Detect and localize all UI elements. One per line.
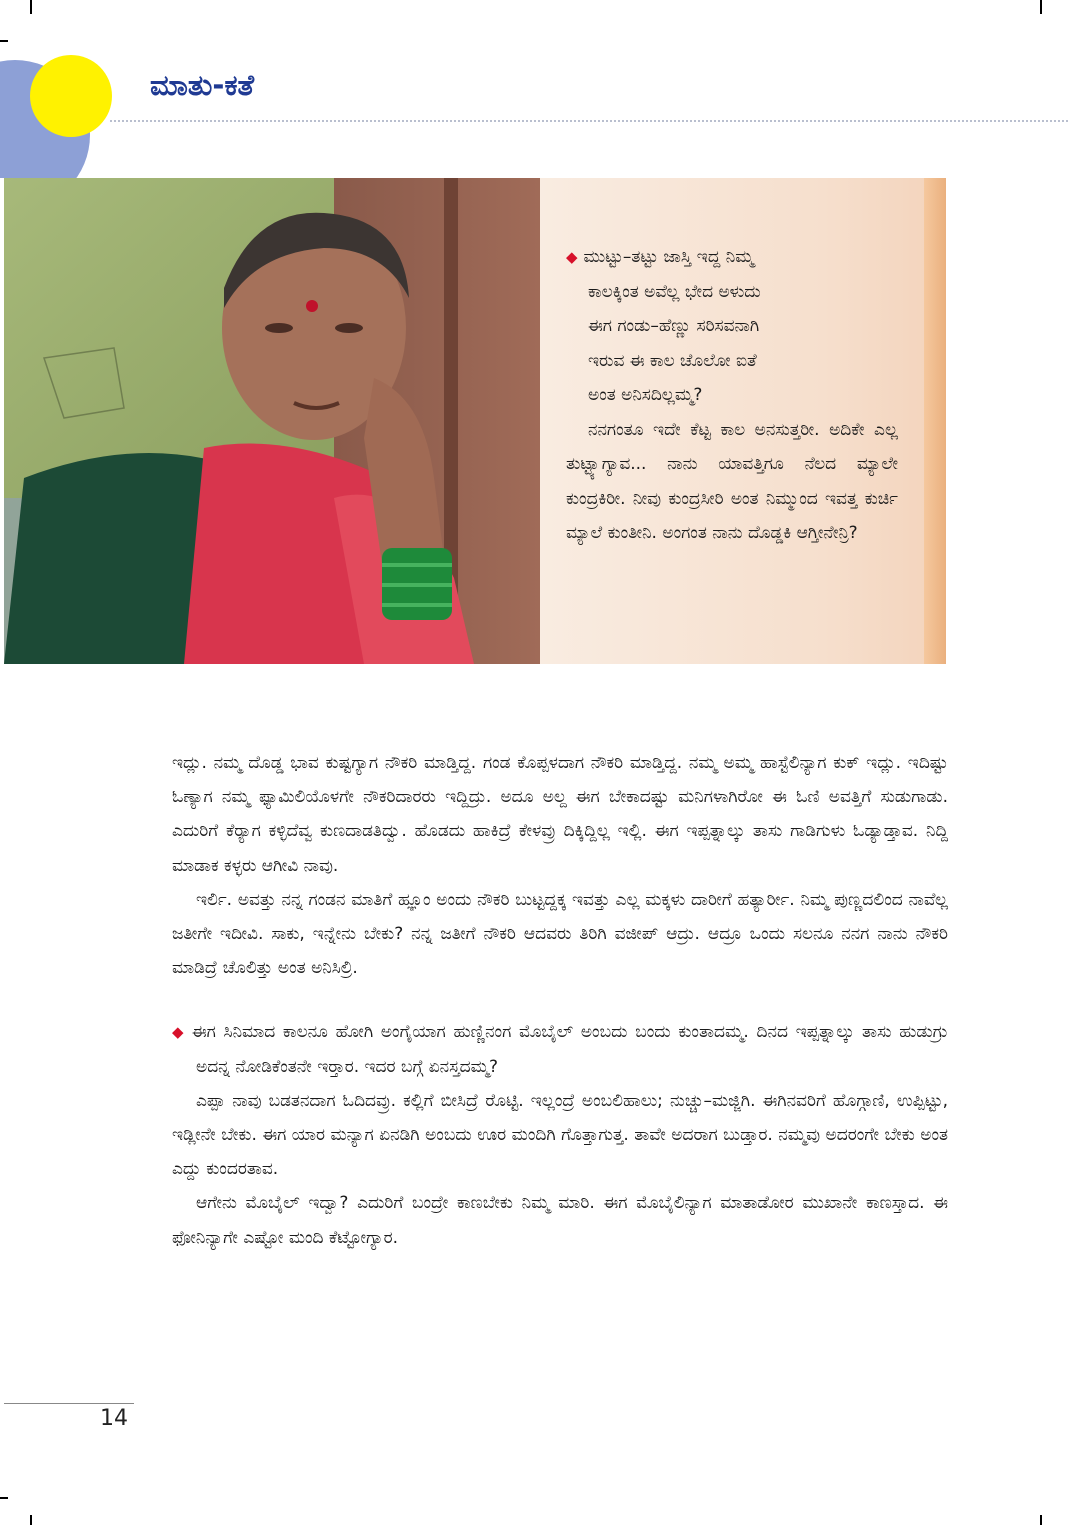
panel-question-line: ಕಾಲಕ್ಕಿಂತ ಅವೆಲ್ಲ ಭೇದ ಅಳುದು [588,281,761,302]
crop-mark [1040,1515,1042,1525]
section-title: ಮಾತು-ಕತೆ [150,68,255,102]
panel-question-line: ಅಂತ ಅನಿಸದಿಲ್ಲಮ್ಮ? [588,385,703,405]
body-paragraph: ಇದ್ಲು. ನಮ್ಮ ದೊಡ್ಡ ಭಾವ ಕುಷ್ಟಗ್ಯಾಗ ನೌಕರಿ ಮಾಡ್ತಿದ್ದ. ಗಂಡ ಕೊಪ್ಪಳದಾಗ ನೌಕರಿ ಮಾಡ್ತಿದ್ದ. ನಮ್ಮ ಅಮ್ಮ ಹಾಸ್ಟೆಲಿನ್ಯಾಗ ಕುಕ್ ಇದ್ಲು. ಇದಿಷ್ಟು ಓಣ್ಯಾಗ ನಮ್ಮ ಫ್ಯಾಮಿಲಿಯೊಳಗೇ ನೌಕರಿದಾರರು ಇದ್ದಿದ್ರು. ಅದೂ ಅಲ್ದ ಈಗ ಬೇಕಾದಷ್ಟು ಮನಿಗಳಾಗಿರೋ ಈ ಓಣಿ ಅವತ್ತಿಗೆ ಸುಡುಗಾಡು. ಎದುರಿಗೆ ಕೆರ್‍ಯಾಗ ಕಳ್ಳಿದೆವ್ವ ಕುಣದಾಡತಿದ್ವು. ಹೊಡದು ಹಾಕಿದ್ರೆ ಕೇಳವ್ರು ದಿಕ್ಕಿದ್ದಿಲ್ಲ ಇಲ್ಲಿ. ಈಗ ಇಪ್ಪತ್ನಾಲ್ಕು ತಾಸು ಗಾಡಿಗುಳು ಓಡ್ಯಾಡ್ತಾವ. ನಿದ್ದಿ ಮಾಡಾಕ ಕಳ್ಳರು ಆಗೀವಿ ನಾವು. [172,753,948,876]
article-body [172,746,948,1255]
crop-mark [30,1515,32,1525]
panel-edge [924,178,946,664]
interviewee-photo [4,178,540,664]
footer-rule [4,1403,134,1404]
crop-mark [1040,0,1042,14]
diamond-bullet-icon: ◆ [566,248,578,266]
paragraph-gap [172,985,948,1015]
decorative-yellow-circle [30,55,112,137]
page-number: 14 [100,1406,128,1431]
dotted-divider [110,120,1068,122]
body-paragraph: ಇರ್ಲಿ. ಅವತ್ತು ನನ್ನ ಗಂಡನ ಮಾತಿಗೆ ಹ್ಞೂಂ ಅಂದು ನೌಕರಿ ಬುಟ್ಟದ್ದಕ್ಕ ಇವತ್ತು ಎಲ್ಲ ಮಕ್ಕಳು ದಾರೀಗೆ ಹತ್ಯಾರ್ರೀ. ನಿಮ್ಮ ಪುಣ್ಣದಲಿಂದ ನಾವೆಲ್ಲ ಜತೀಗೇ ಇದೀವಿ. ಸಾಕು, ಇನ್ನೇನು ಬೇಕು? ನನ್ನ ಜತೀಗೆ ನೌಕರಿ ಆದವರು ತಿರಿಗಿ ವಜೀಪ್ ಆದ್ರು. ಆದ್ರೂ ಒಂದು ಸಲನೂ ನನಗ ನಾನು ನೌಕರಿ ಮಾಡಿದ್ರೆ ಚೊಲಿತ್ತು ಅಂತ ಅನಿಸಿಲ್ರಿ. [172,889,948,979]
photo-illustration [4,178,540,664]
crop-mark [30,0,32,14]
body-paragraph: ಆಗೇನು ಮೊಬೈಲ್ ಇದ್ವಾ? ಎದುರಿಗೆ ಬಂದ್ರೇ ಕಾಣಬೇಕು ನಿಮ್ಮ ಮಾರಿ. ಈಗ ಮೊಬೈಲಿನ್ಯಾಗ ಮಾತಾಡೋರ ಮುಖಾನೇ ಕಾಣಸ್ತಾದ. ಈ ಫೋನಿನ್ಯಾಗೇ ಎಷ್ಟೋ ಮಂದಿ ಕೆಟ್ಟೋಗ್ಯಾರ. [172,1193,948,1248]
crop-mark [0,1497,8,1499]
body-paragraph: ಎಪ್ಪಾ ನಾವು ಬಡತನದಾಗ ಓದಿದವ್ರು. ಕಲ್ಲಿಗೆ ಬೀಸಿದ್ರೆ ರೊಟ್ಟಿ. ಇಲ್ಲಂದ್ರೆ ಅಂಬಲಿಹಾಲು; ನುಚ್ಚು–ಮಜ್ಜಿಗಿ. ಈಗಿನವರಿಗೆ ಹೊಗ್ಗಾಣಿ, ಉಪ್ಪಿಟ್ಟು, ಇಡ್ಲೀನೇ ಬೇಕು. ಈಗ ಯಾರ ಮನ್ಯಾಗ ಏನಡಿಗಿ ಅಂಬದು ಊರ ಮಂದಿಗಿ ಗೊತ್ತಾಗುತ್ತ. ತಾವೇ ಅದರಾಗ ಬುಡ್ತಾರ. ನಮ್ಮವು ಅದರಂಗೇ ಬೇಕು ಅಂತ ಎದ್ದು ಕುಂದರತಾವ. [172,1090,948,1180]
panel-question-line: ಈಗ ಗಂಡು–ಹೆಣ್ಣು ಸರಿಸವನಾಗಿ [588,316,760,336]
diamond-bullet-icon: ◆ [172,1023,186,1042]
panel-question-line: ಇರುವ ಈ ಕಾಲ ಚೊಲೋ ಐತೆ [588,350,757,371]
crop-mark [0,40,8,42]
panel-answer: ನನಗಂತೂ ಇದೇ ಕೆಟ್ಟ ಕಾಲ ಅನಸುತ್ತರೀ. ಅದಿಕೇ ಎಲ್ಲ ತುಟ್ಟ್ಯಾಗ್ಯಾವ... ನಾನು ಯಾವತ್ತಿಗೂ ನೆಲದ ಮ್ಯಾಲೇ ಕುಂದ್ರಕಿರೀ. ನೀವು ಕುಂದ್ರಸೀರಿ ಅಂತ ನಿಮ್ಮುಂದ ಇವತ್ತ ಕುರ್ಚಿ ಮ್ಯಾಲೆ ಕುಂತೀನಿ. ಅಂಗಂತ ನಾನು ದೊಡ್ಡಕಿ ಆಗ್ತೀನೇನ್ರಿ? [566,419,898,543]
body-question: ◆ ಈಗ ಸಿನಿಮಾದ ಕಾಲನೂ ಹೋಗಿ ಅಂಗೈಯಾಗ ಹುಣ್ಣಿನಂಗ ಮೊಬೈಲ್ ಅಂಬದು ಬಂದು ಕುಂತಾದಮ್ಮ. ದಿನದ ಇಪ್ಪತ್ನಾಲ್ಕು ತಾಸು ಹುಡುಗ್ರು ಅದನ್ನ ನೋಡಿಕೆಂತನೇ ಇರ್‍ತಾರ. ಇದರ ಬಗ್ಗೆ ಏನಸ್ತದಮ್ಮ? [172,1022,948,1077]
panel-question-line: ◆ ಮುಟ್ಟು–ತಟ್ಟು ಜಾಸ್ತಿ ಇದ್ದ ನಿಮ್ಮ [566,247,754,267]
panel-qa-text [566,240,898,551]
